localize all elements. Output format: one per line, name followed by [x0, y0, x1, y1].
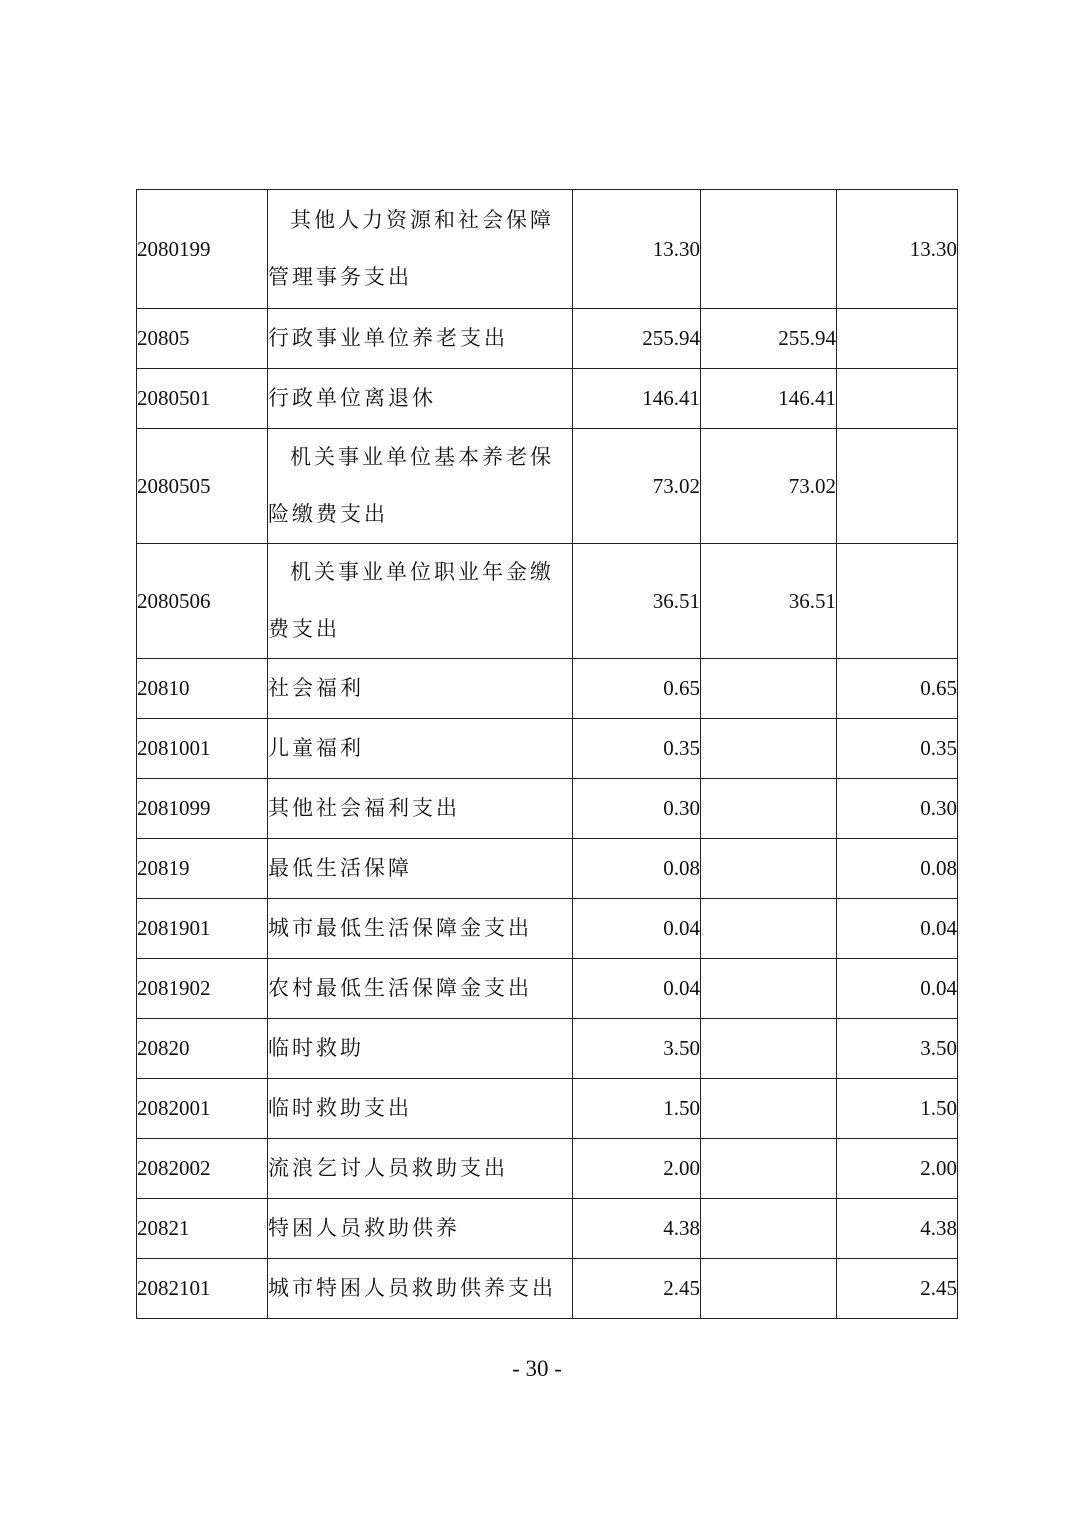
- row-name: 行政事业单位养老支出: [268, 309, 573, 369]
- row-code: 2082001: [137, 1079, 268, 1139]
- budget-table: [136, 189, 958, 1319]
- row-name: 农村最低生活保障金支出: [268, 959, 573, 1019]
- row-project: [837, 309, 958, 369]
- row-total: 36.51: [573, 544, 701, 659]
- row-code: 2081001: [137, 719, 268, 779]
- row-total: 0.08: [573, 839, 701, 899]
- table-row: [137, 369, 958, 429]
- row-name: 城市特困人员救助供养支出: [268, 1259, 573, 1319]
- row-basic: [701, 1079, 837, 1139]
- row-code: 2082101: [137, 1259, 268, 1319]
- row-code: 20820: [137, 1019, 268, 1079]
- row-project: 3.50: [837, 1019, 958, 1079]
- row-project: 0.65: [837, 659, 958, 719]
- table-row: [137, 1019, 958, 1079]
- row-project: 13.30: [837, 190, 958, 309]
- table-row: [137, 309, 958, 369]
- row-project: 2.45: [837, 1259, 958, 1319]
- row-basic: [701, 959, 837, 1019]
- row-name: 其他人力资源和社会保障管理事务支出: [268, 190, 573, 309]
- row-project: 2.00: [837, 1139, 958, 1199]
- row-total: 0.35: [573, 719, 701, 779]
- row-total: 146.41: [573, 369, 701, 429]
- row-total: 2.00: [573, 1139, 701, 1199]
- row-name: 机关事业单位基本养老保险缴费支出: [268, 429, 573, 544]
- page-number: - 30 -: [512, 1356, 562, 1381]
- table-row: [137, 779, 958, 839]
- row-basic: [701, 779, 837, 839]
- table-row: [137, 659, 958, 719]
- row-name: 机关事业单位职业年金缴费支出: [268, 544, 573, 659]
- row-name: 流浪乞讨人员救助支出: [268, 1139, 573, 1199]
- row-basic: 73.02: [701, 429, 837, 544]
- row-name: 其他社会福利支出: [268, 779, 573, 839]
- row-total: 0.04: [573, 899, 701, 959]
- row-code: 2081902: [137, 959, 268, 1019]
- row-name: 临时救助支出: [268, 1079, 573, 1139]
- row-code: 2081099: [137, 779, 268, 839]
- table-row: [137, 719, 958, 779]
- row-total: 2.45: [573, 1259, 701, 1319]
- table-row: [137, 190, 958, 309]
- row-project: 0.04: [837, 899, 958, 959]
- row-code: 2080501: [137, 369, 268, 429]
- row-basic: [701, 839, 837, 899]
- table-row: [137, 1079, 958, 1139]
- row-basic: 36.51: [701, 544, 837, 659]
- row-code: 20805: [137, 309, 268, 369]
- row-basic: 255.94: [701, 309, 837, 369]
- row-code: 2080199: [137, 190, 268, 309]
- row-total: 0.04: [573, 959, 701, 1019]
- row-code: 20819: [137, 839, 268, 899]
- table-row: [137, 544, 958, 659]
- row-code: 20821: [137, 1199, 268, 1259]
- row-project: 1.50: [837, 1079, 958, 1139]
- table-row: [137, 1139, 958, 1199]
- row-basic: [701, 1259, 837, 1319]
- row-basic: [701, 1019, 837, 1079]
- table-row: [137, 429, 958, 544]
- table-row: [137, 1259, 958, 1319]
- row-total: 13.30: [573, 190, 701, 309]
- row-total: 0.65: [573, 659, 701, 719]
- row-project: [837, 544, 958, 659]
- row-total: 255.94: [573, 309, 701, 369]
- row-project: [837, 429, 958, 544]
- row-total: 1.50: [573, 1079, 701, 1139]
- row-code: 2080505: [137, 429, 268, 544]
- table-row: [137, 1199, 958, 1259]
- row-code: 2081901: [137, 899, 268, 959]
- row-total: 3.50: [573, 1019, 701, 1079]
- row-basic: [701, 1139, 837, 1199]
- row-basic: [701, 659, 837, 719]
- row-total: 0.30: [573, 779, 701, 839]
- row-code: 2082002: [137, 1139, 268, 1199]
- row-name: 临时救助: [268, 1019, 573, 1079]
- row-total: 4.38: [573, 1199, 701, 1259]
- row-basic: 146.41: [701, 369, 837, 429]
- row-name: 城市最低生活保障金支出: [268, 899, 573, 959]
- row-name: 特困人员救助供养: [268, 1199, 573, 1259]
- row-basic: [701, 1199, 837, 1259]
- row-name: 最低生活保障: [268, 839, 573, 899]
- table-row: [137, 899, 958, 959]
- row-basic: [701, 899, 837, 959]
- row-name: 社会福利: [268, 659, 573, 719]
- row-project: 0.04: [837, 959, 958, 1019]
- row-project: 0.35: [837, 719, 958, 779]
- row-basic: [701, 719, 837, 779]
- row-code: 20810: [137, 659, 268, 719]
- row-project: 0.08: [837, 839, 958, 899]
- row-name: 行政单位离退休: [268, 369, 573, 429]
- row-project: 0.30: [837, 779, 958, 839]
- table-row: [137, 839, 958, 899]
- row-name: 儿童福利: [268, 719, 573, 779]
- row-project: 4.38: [837, 1199, 958, 1259]
- row-project: [837, 369, 958, 429]
- row-basic: [701, 190, 837, 309]
- row-code: 2080506: [137, 544, 268, 659]
- table-row: [137, 959, 958, 1019]
- row-total: 73.02: [573, 429, 701, 544]
